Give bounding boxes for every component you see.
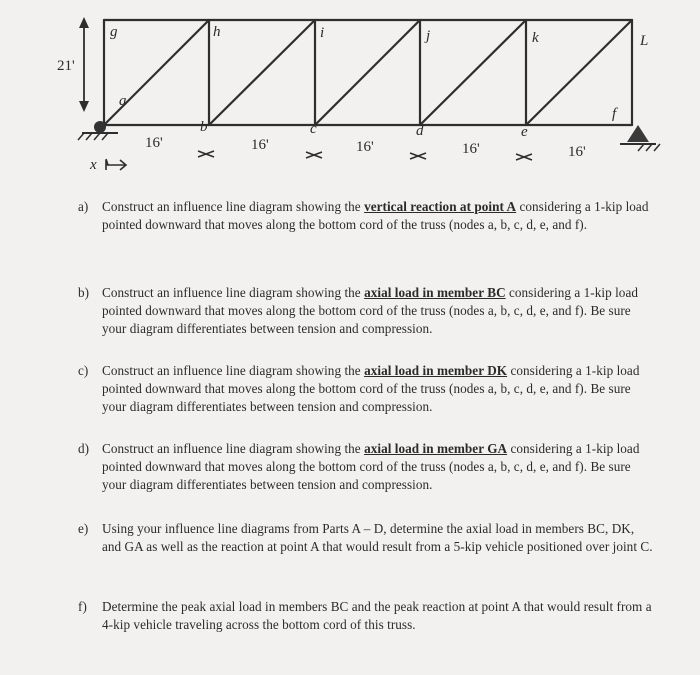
question-letter: d): [78, 441, 90, 456]
height-label: 21': [57, 58, 75, 74]
emphasis: axial load in member DK: [364, 363, 508, 378]
question-text: Construct an influence line diagram showing the axial load in member BC considering a 1-kip load pointed downward that moves along the bottom cord of the truss (nodes a, b, c, d, e, and f). Be sure your diagram differentiates between tension and compression.: [102, 285, 638, 336]
support-f: [620, 125, 660, 151]
pin-support-a: [78, 121, 118, 140]
node-label-k: k: [532, 30, 539, 46]
question-letter: f): [78, 599, 87, 614]
emphasis: axial load in member BC: [364, 285, 506, 300]
node-label-b: b: [200, 119, 208, 135]
truss-diagram: [0, 0, 700, 190]
span-label-de: 16': [462, 141, 480, 157]
question-letter: c): [78, 363, 89, 378]
member-dk: [420, 20, 526, 125]
emphasis: vertical reaction at point A: [364, 199, 517, 214]
question-text: Construct an influence line diagram showing the axial load in member DK considering a 1-kip load pointed downward that moves along the bottom cord of the truss (nodes a, b, c, d, e, and f). Be sure your diagram differentiates between tension and compression.: [102, 363, 640, 414]
span-label-ef: 16': [568, 144, 586, 160]
question-letter: b): [78, 285, 90, 300]
node-label-h: h: [213, 24, 221, 40]
question-text: Using your influence line diagrams from Parts A – D, determine the axial load in members BC, DK, and GA as well as the reaction at point A that would result from a 5-kip vehicle positioned over joint C.: [102, 521, 653, 554]
node-label-d: d: [416, 123, 424, 139]
node-label-g: g: [110, 24, 118, 40]
emphasis: axial load in member GA: [364, 441, 508, 456]
x-axis-label: x: [90, 157, 97, 173]
node-label-a: a: [119, 93, 127, 109]
member-ah: [104, 20, 209, 125]
member-cj: [315, 20, 420, 125]
node-label-L: L: [640, 33, 649, 49]
node-label-f: f: [612, 106, 617, 122]
question-text: Determine the peak axial load in members BC and the peak reaction at point A that would result from a 4-kip vehicle traveling across the bottom cord of this truss.: [102, 599, 652, 632]
node-label-e: e: [521, 124, 528, 140]
node-label-c: c: [310, 121, 317, 137]
question-text: Construct an influence line diagram showing the vertical reaction at point A considering a 1-kip load pointed downward that moves along the bottom cord of the truss (nodes a, b, c, d, e, and f).: [102, 199, 649, 232]
span-label-cd: 16': [356, 139, 374, 155]
x-axis-arrow: [106, 159, 126, 170]
question-letter: e): [78, 521, 89, 536]
span-label-bc: 16': [251, 137, 269, 153]
node-label-j: j: [426, 28, 431, 44]
member-bi: [209, 20, 315, 125]
height-dimension: [79, 17, 89, 112]
question-text: Construct an influence line diagram showing the axial load in member GA considering a 1-kip load pointed downward that moves along the bottom cord of the truss (nodes a, b, c, d, e, and f). Be sure your diagram differentiates between tension and compression.: [102, 441, 640, 492]
question-letter: a): [78, 199, 89, 214]
node-label-i: i: [320, 25, 325, 41]
span-label-ab: 16': [145, 135, 163, 151]
